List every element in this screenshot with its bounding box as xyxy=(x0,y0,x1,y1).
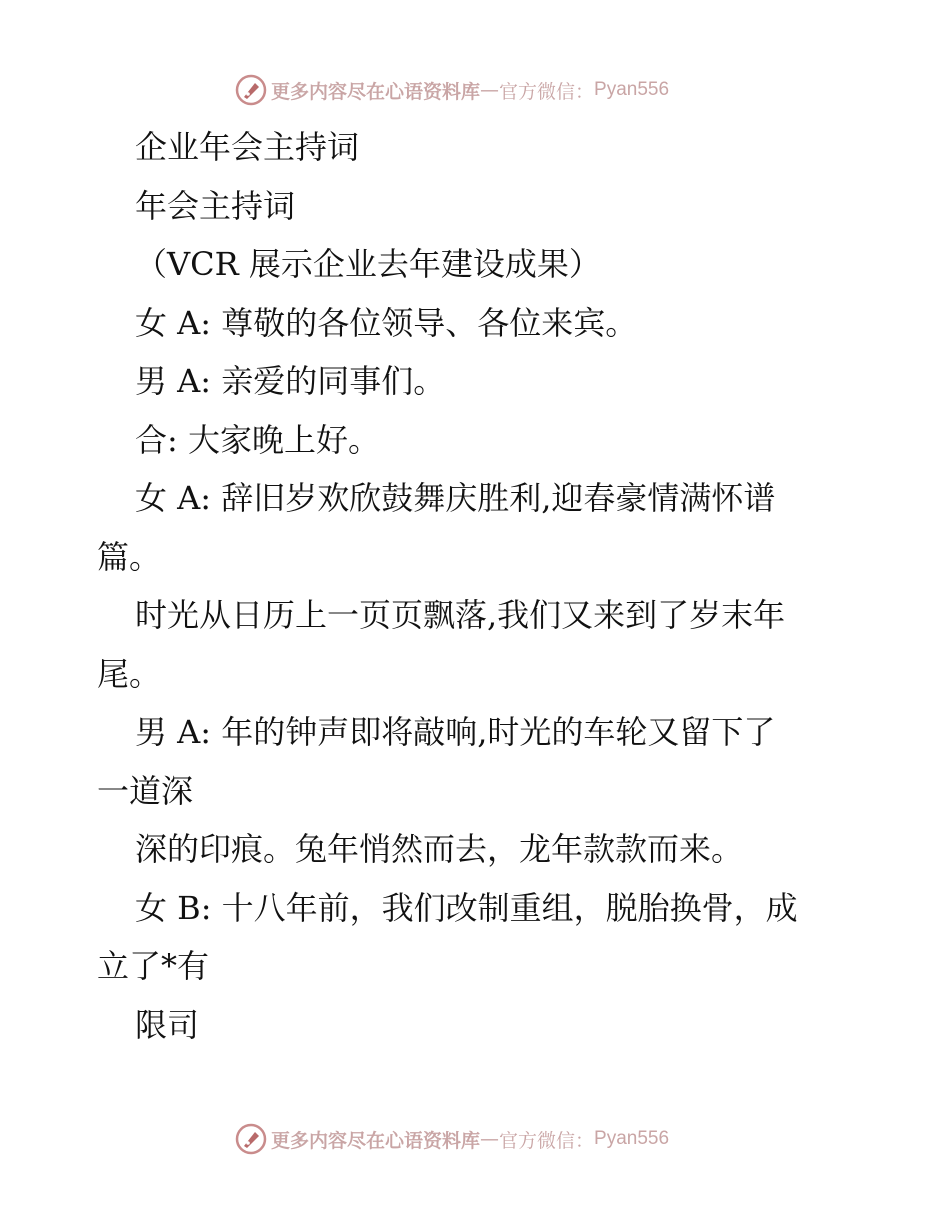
footer-banner xyxy=(235,1121,669,1157)
banner-contact-text: 官方微信： xyxy=(499,1129,595,1152)
document-line: 女 A: 尊敬的各位领导、各位来宾。 xyxy=(135,303,638,342)
document-line: 深的印痕。兔年悄然而去，龙年款款而来。 xyxy=(135,830,744,868)
document-line: 女 B: 十八年前，我们改制重组，脱胎换骨，成 xyxy=(135,888,798,927)
document-line: 时光从日历上一页页飘落,我们又来到了岁末年 xyxy=(135,596,786,634)
banner-handle: Pyan556 xyxy=(594,1128,670,1149)
banner-contact-text: 官方微信： xyxy=(499,80,595,103)
banner-handle: Pyan556 xyxy=(594,79,670,100)
document-subtitle: 年会主持词 xyxy=(135,186,296,225)
document-line: 尾。 xyxy=(97,654,162,693)
document-line: 女 A: 辞旧岁欢欣鼓舞庆胜利,迎春豪情满怀谱 xyxy=(135,479,776,517)
document-line: 一道深 xyxy=(97,771,194,810)
document-body xyxy=(97,118,857,1054)
document-line: 限司 xyxy=(135,1005,200,1044)
pen-nib-logo-icon xyxy=(235,74,267,106)
banner-separator: — xyxy=(480,1128,500,1150)
banner-site-text: 更多内容尽在心语资料库 xyxy=(271,1129,481,1152)
pen-nib-logo-icon xyxy=(235,1123,267,1155)
document-line: 男 A: 年的钟声即将敲响,时光的车轮又留下了 xyxy=(135,713,776,751)
banner-separator: — xyxy=(480,79,500,101)
document-line: 男 A: 亲爱的同事们。 xyxy=(135,362,446,400)
document-line: 立了*有 xyxy=(97,947,210,985)
header-banner xyxy=(235,72,669,108)
document-title: 企业年会主持词 xyxy=(135,128,360,166)
document-line: 篇。 xyxy=(97,537,162,576)
document-line: （VCR 展示企业去年建设成果） xyxy=(135,245,601,283)
document-line: 合: 大家晚上好。 xyxy=(135,420,380,459)
banner-site-text: 更多内容尽在心语资料库 xyxy=(271,80,481,103)
